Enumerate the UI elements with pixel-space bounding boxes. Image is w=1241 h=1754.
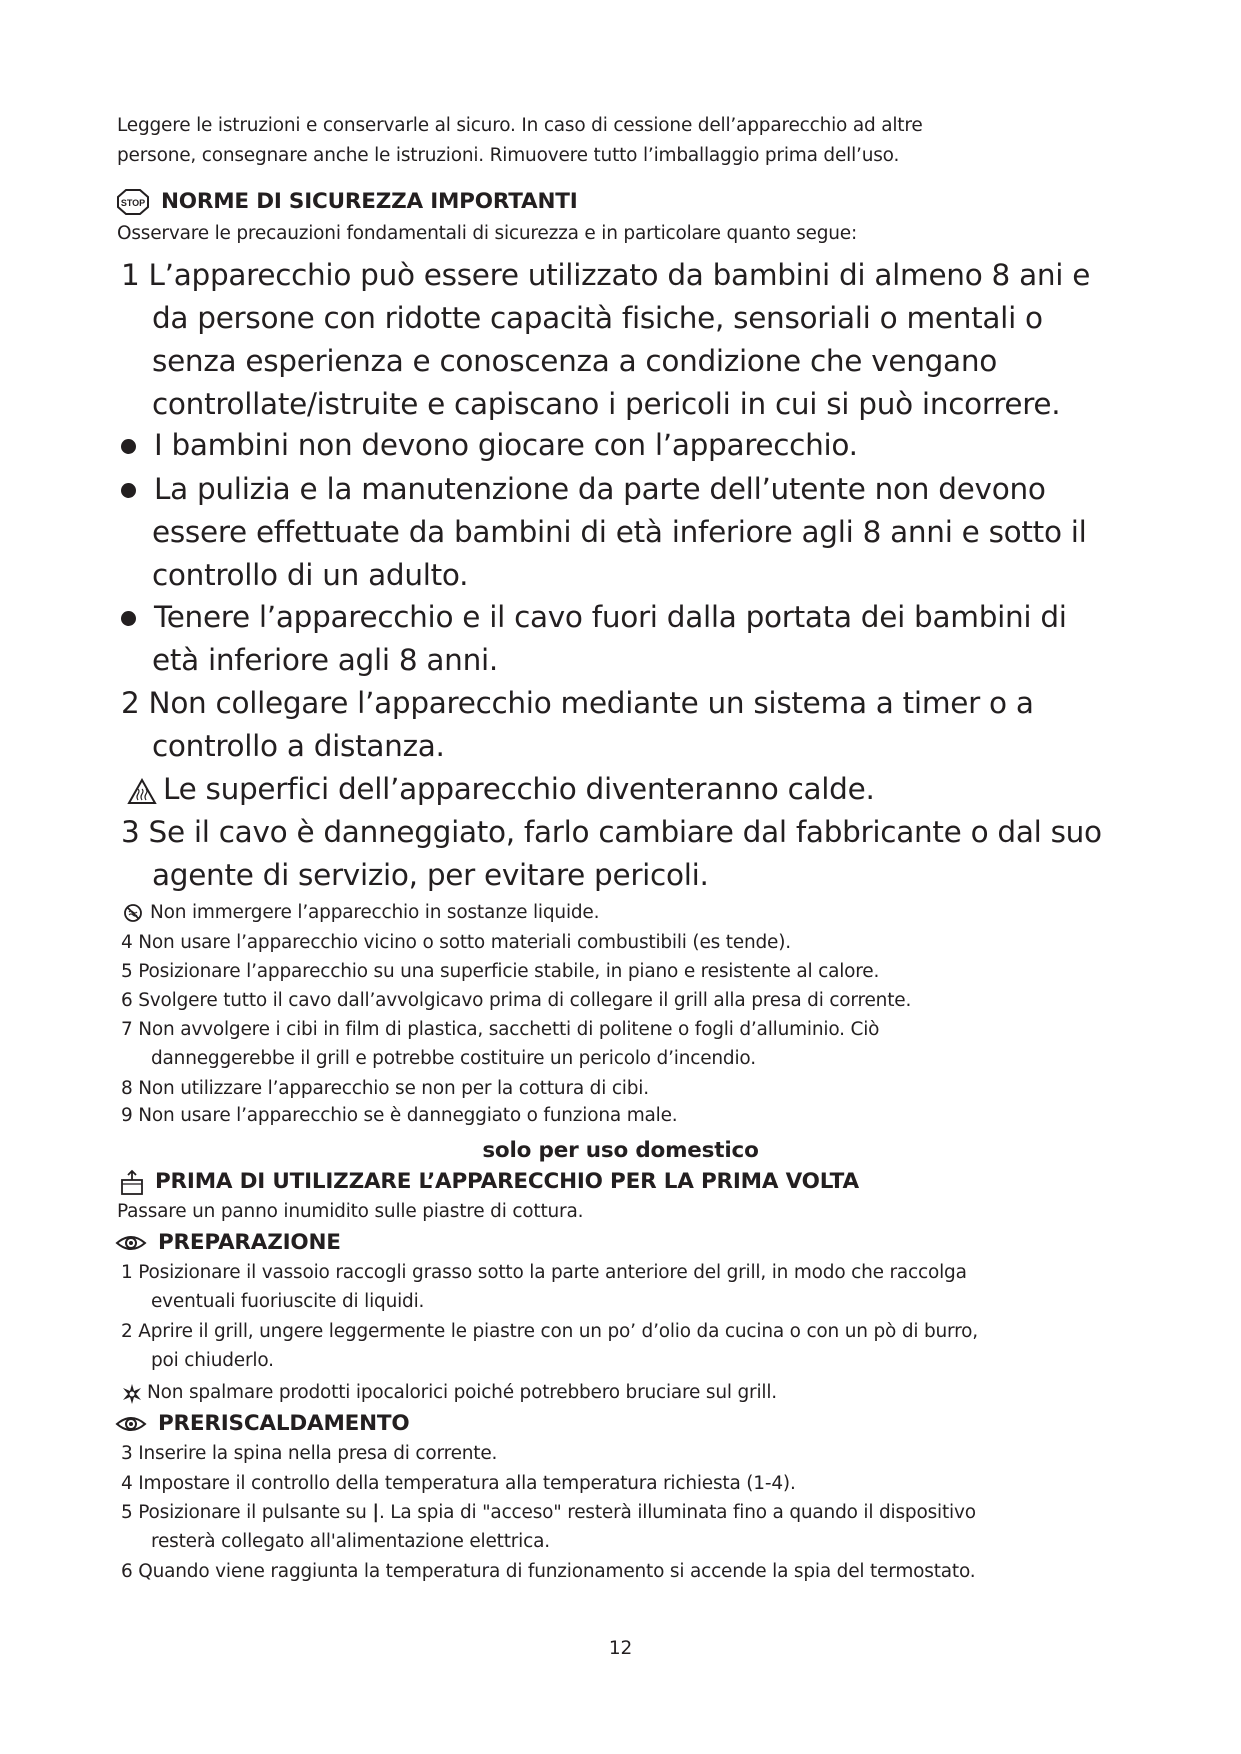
text-line: da persone con ridotte capacità fisiche, sensoriali o mentali o xyxy=(152,301,1043,335)
bullet-dot xyxy=(121,439,136,454)
preheating-item-6: 6 Quando viene raggiunta la temperatura di funzionamento si accende la spia del termostato. xyxy=(121,1561,976,1582)
preheating-item-4: 4 Impostare il controllo della temperatura alla temperatura richiesta (1-4). xyxy=(121,1473,796,1494)
first-use-heading: PRIMA DI UTILIZZARE L’APPARECCHIO PER LA PRIMA VOLTA xyxy=(155,1169,859,1194)
on-symbol: | xyxy=(372,1502,379,1523)
safety-item-1 xyxy=(121,254,1090,426)
preheating-item-3: 3 Inserire la spina nella presa di corrente. xyxy=(121,1443,498,1464)
text-line: La pulizia e la manutenzione da parte dell’utente non devono xyxy=(154,472,1046,506)
text-line: 2 Aprire il grill, ungere leggermente le piastre con un po’ d’olio da cucina o con un pò di burro, xyxy=(121,1321,978,1342)
text-line: Tenere l’apparecchio e il cavo fuori dalla portata dei bambini di xyxy=(154,600,1067,634)
text-line: essere effettuate da bambini di età inferiore agli 8 anni e sotto il xyxy=(152,515,1087,549)
safety-bullet-1: I bambini non devono giocare con l’apparecchio. xyxy=(154,428,858,462)
text-line: controllo a distanza. xyxy=(152,729,445,763)
first-use-text: Passare un panno inumidito sulle piastre di cottura. xyxy=(117,1201,584,1222)
text-line: 1 Posizionare il vassoio raccogli grasso sotto la parte anteriore del grill, in modo che raccolga xyxy=(121,1262,967,1283)
safety-subheading: Osservare le precauzioni fondamentali di sicurezza e in particolare quanto segue: xyxy=(117,223,858,244)
preparation-item-1 xyxy=(121,1258,967,1317)
hot-surface-warning: Le superfici dell’apparecchio diventeranno calde. xyxy=(163,772,875,806)
household-use-only: solo per uso domestico xyxy=(482,1138,759,1163)
preparation-heading: PREPARAZIONE xyxy=(158,1230,341,1255)
stop-icon-label: STOP xyxy=(120,198,146,208)
text-line: poi chiuderlo. xyxy=(151,1350,274,1371)
preparation-item-2 xyxy=(121,1317,978,1376)
text-line: resterà collegato all'alimentazione elettrica. xyxy=(151,1531,550,1552)
bullet-dot xyxy=(121,483,136,498)
page-number: 12 xyxy=(608,1638,633,1659)
intro-line: persone, consegnare anche le istruzioni. Rimuovere tutto l’imballaggio prima dell’uso. xyxy=(117,145,900,166)
bullet-dot xyxy=(121,611,136,626)
safety-item-6: 6 Svolgere tutto il cavo dall’avvolgicavo prima di collegare il grill alla presa di corrente. xyxy=(121,990,912,1011)
text-segment: . La spia di "acceso" resterà illuminata fino a quando il dispositivo xyxy=(378,1502,976,1523)
text-segment: 5 Posizionare il pulsante su xyxy=(121,1502,373,1523)
safety-item-3 xyxy=(121,811,1102,897)
text-line: danneggerebbe il grill e potrebbe costituire un pericolo d’incendio. xyxy=(151,1048,756,1069)
text-line: 7 Non avvolgere i cibi in film di plastica, sacchetti di politene o fogli d’alluminio. Ciò xyxy=(121,1019,880,1040)
intro-text xyxy=(117,111,923,171)
safety-item-7 xyxy=(121,1015,879,1074)
stop-icon xyxy=(117,189,149,215)
no-immerse-text: Non immergere l’apparecchio in sostanze liquide. xyxy=(150,902,600,923)
preheating-heading: PRERISCALDAMENTO xyxy=(158,1411,410,1436)
hot-surface-icon xyxy=(127,778,157,805)
intro-line: Leggere le istruzioni e conservarle al sicuro. In caso di cessione dell’apparecchio ad altre xyxy=(117,115,923,136)
safety-item-5: 5 Posizionare l’apparecchio su una superficie stabile, in piano e resistente al calore. xyxy=(121,961,880,982)
preparation-tip: Non spalmare prodotti ipocalorici poiché potrebbero bruciare sul grill. xyxy=(147,1382,777,1403)
text-line: 2 Non collegare l’apparecchio mediante un sistema a timer o a xyxy=(121,686,1034,720)
eye-icon xyxy=(115,1414,147,1434)
safety-bullet-2 xyxy=(154,468,1087,597)
text-line: controllate/istruite e capiscano i pericoli in cui si può incorrere. xyxy=(152,387,1061,421)
text-line: agente di servizio, per evitare pericoli. xyxy=(152,858,709,892)
tip-star-icon xyxy=(121,1383,143,1405)
safety-heading: NORME DI SICUREZZA IMPORTANTI xyxy=(161,189,578,214)
text-line: eventuali fuoriuscite di liquidi. xyxy=(151,1291,425,1312)
text-line: età inferiore agli 8 anni. xyxy=(152,643,498,677)
safety-bullet-3 xyxy=(154,596,1067,682)
text-line: 1 L’apparecchio può essere utilizzato da bambini di almeno 8 ani e xyxy=(121,258,1091,292)
text-line: controllo di un adulto. xyxy=(152,558,469,592)
eye-icon xyxy=(115,1233,147,1253)
text-line: 3 Se il cavo è danneggiato, farlo cambiare dal fabbricante o dal suo xyxy=(121,815,1102,849)
safety-item-4: 4 Non usare l’apparecchio vicino o sotto materiali combustibili (es tende). xyxy=(121,932,791,953)
safety-item-8: 8 Non utilizzare l’apparecchio se non per la cottura di cibi. xyxy=(121,1078,649,1099)
safety-item-9: 9 Non usare l’apparecchio se è danneggiato o funziona male. xyxy=(121,1105,678,1126)
text-line: senza esperienza e conoscenza a condizione che vengano xyxy=(152,344,997,378)
first-use-icon xyxy=(119,1169,145,1196)
safety-item-2 xyxy=(121,682,1034,768)
no-immerse-icon xyxy=(123,903,143,923)
text-line xyxy=(121,1498,976,1528)
preheating-item-5 xyxy=(121,1498,976,1557)
